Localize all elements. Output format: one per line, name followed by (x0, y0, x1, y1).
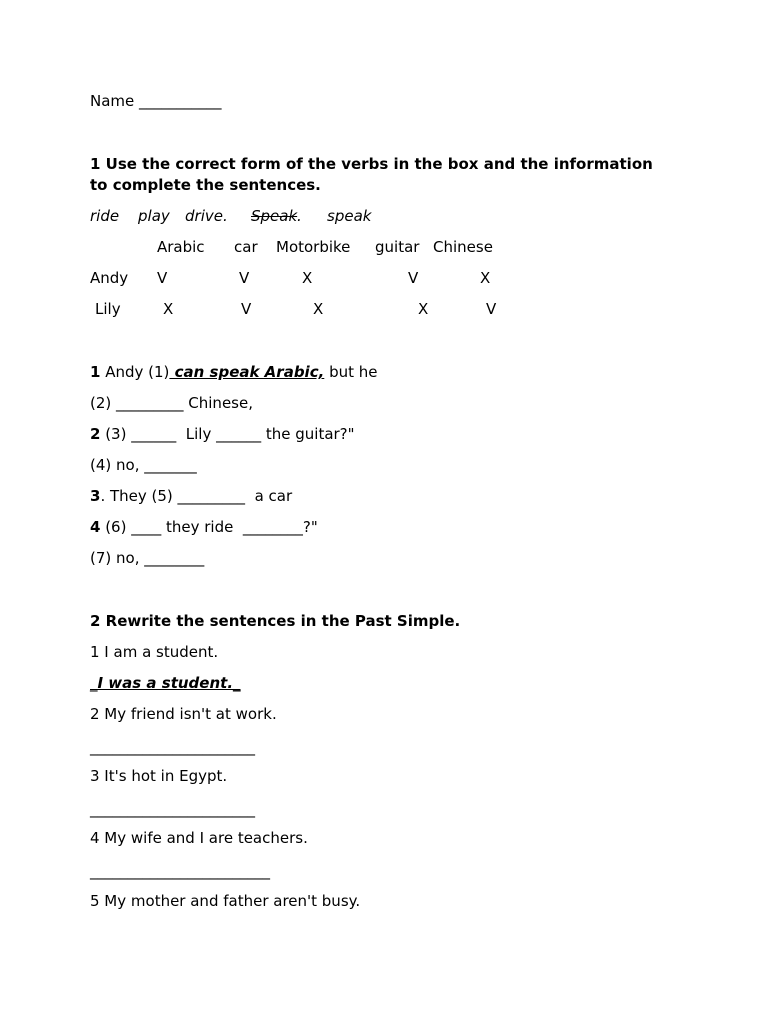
sentence-6 (90, 518, 318, 536)
verb-ride: ride (90, 207, 120, 225)
answer-underscore: _ (90, 674, 98, 692)
sentence-text: but he (324, 363, 378, 381)
verb-drive: drive. (185, 207, 228, 225)
verb-speak-crossed: Speak (251, 207, 298, 225)
answer-blank-4: ________________________ (90, 862, 270, 880)
question-3: 3 It's hot in Egypt. (90, 767, 228, 785)
name-line: Name ___________ (90, 92, 222, 110)
question-4: 4 My wife and I are teachers. (90, 829, 308, 847)
table-cell: V (408, 269, 419, 287)
example-answer: can speak Arabic, (169, 363, 325, 381)
verb-speak-period: . (297, 207, 302, 225)
example-answer: I was a student._ (97, 674, 241, 692)
exercise1-instruction-line1: 1 Use the correct form of the verbs in the box and the information (90, 155, 653, 173)
table-cell: X (480, 269, 491, 287)
sentence-4: (4) no, _______ (90, 456, 197, 474)
sentence-text: (3) ______ Lily ______ the guitar?" (100, 425, 355, 443)
sentence-7: (7) no, ________ (90, 549, 205, 567)
sentence-5 (90, 487, 292, 505)
table-row-name-lily: Lily (95, 300, 121, 318)
answer-blank-3: ______________________ (90, 800, 255, 818)
table-header-chinese: Chinese (433, 238, 493, 256)
sentence-number: 3 (90, 487, 101, 505)
table-header-arabic: Arabic (157, 238, 205, 256)
table-header-motorbike: Motorbike (276, 238, 351, 256)
verb-speak: speak (327, 207, 372, 225)
question-1: 1 I am a student. (90, 643, 219, 661)
sentence-3 (90, 425, 355, 443)
sentence-1 (90, 363, 377, 381)
sentence-text: . They (5) _________ a car (100, 487, 293, 505)
verb-play: play (138, 207, 170, 225)
sentence-number: 1 (90, 363, 101, 381)
answer-1 (90, 674, 241, 692)
table-cell: X (163, 300, 174, 318)
table-cell: X (302, 269, 313, 287)
table-cell: V (486, 300, 497, 318)
table-cell: V (157, 269, 168, 287)
sentence-text: Andy (1) (100, 363, 170, 381)
sentence-number: 4 (90, 518, 101, 536)
table-header-guitar: guitar (375, 238, 420, 256)
sentence-2: (2) _________ Chinese, (90, 394, 253, 412)
table-cell: X (418, 300, 429, 318)
exercise1-instruction-line2: to complete the sentences. (90, 176, 321, 194)
table-row-name-andy: Andy (90, 269, 129, 287)
exercise2-instruction: 2 Rewrite the sentences in the Past Simple. (90, 612, 461, 630)
question-5: 5 My mother and father aren't busy. (90, 892, 361, 910)
table-header-car: car (234, 238, 258, 256)
sentence-text: (6) ____ they ride ________?" (100, 518, 318, 536)
table-cell: V (239, 269, 250, 287)
table-cell: X (313, 300, 324, 318)
sentence-number: 2 (90, 425, 101, 443)
question-2: 2 My friend isn't at work. (90, 705, 277, 723)
table-cell: V (241, 300, 252, 318)
answer-blank-2: ______________________ (90, 738, 255, 756)
